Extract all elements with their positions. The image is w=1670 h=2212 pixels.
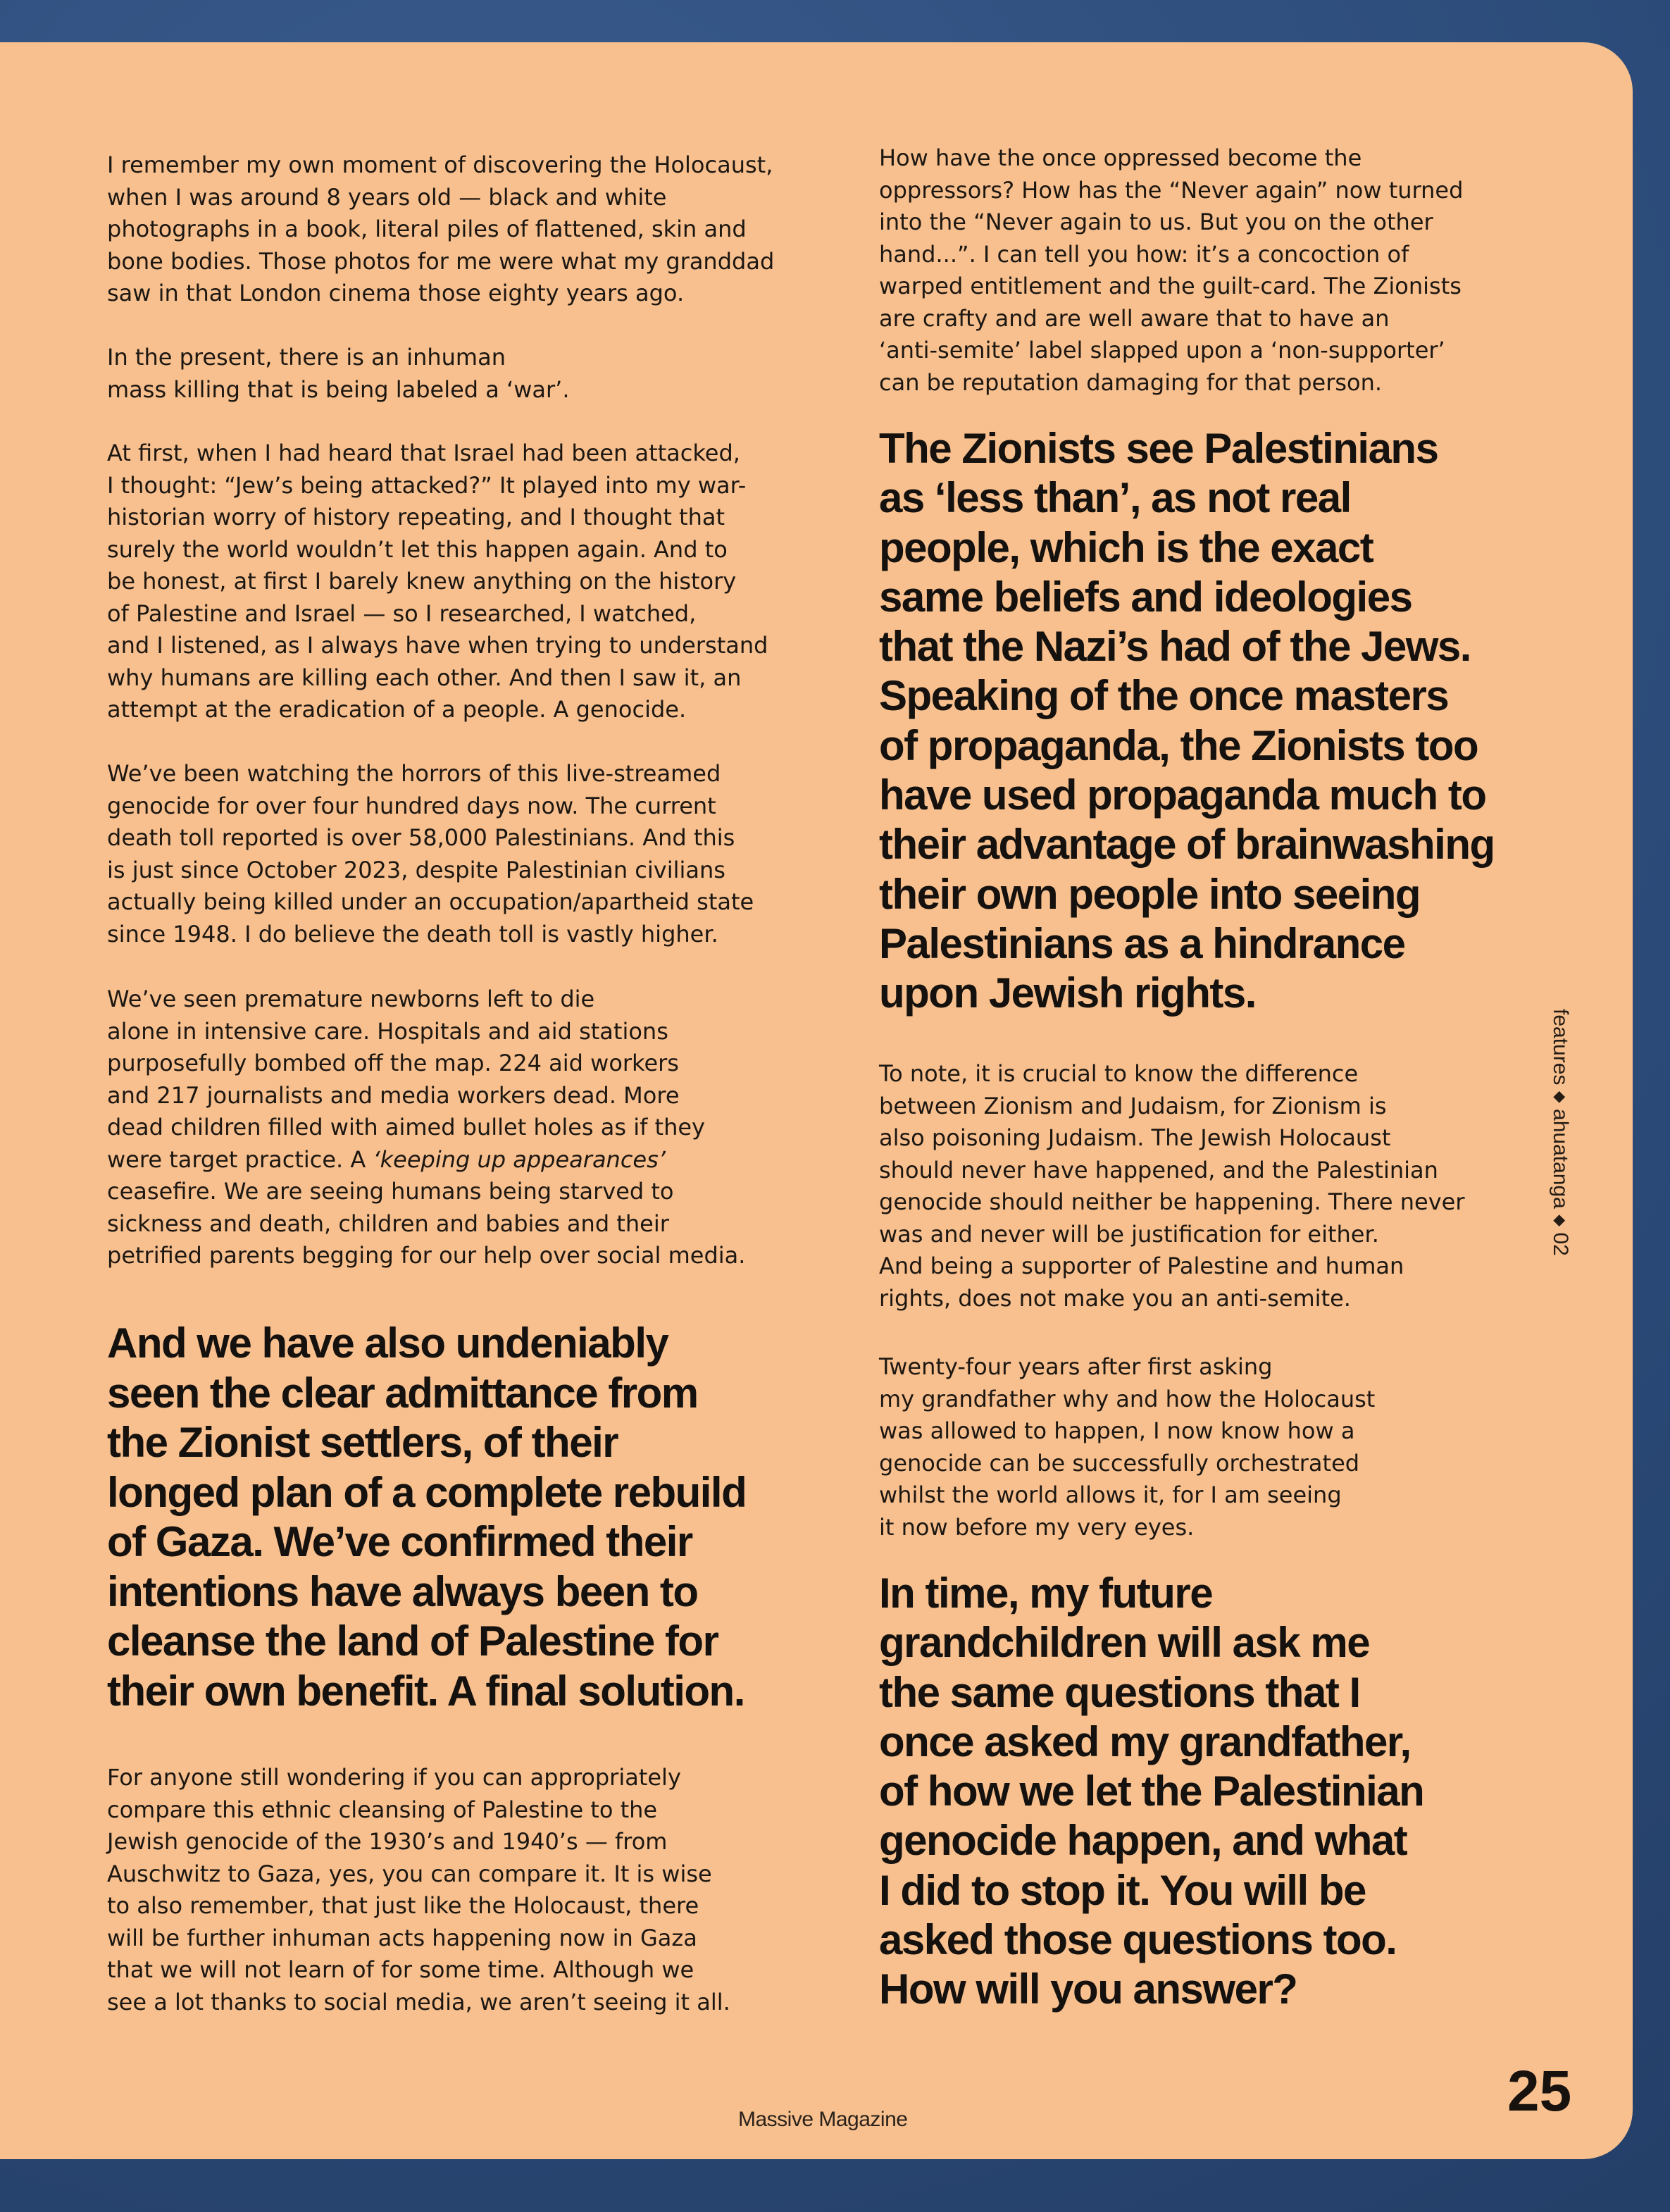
sidebar-name: ahuatanga — [1549, 1109, 1572, 1209]
sidebar-section: features — [1549, 1009, 1572, 1086]
left-pull-quote: And we have also undeniably seen the clear admittance from the Zionist settlers, of their longed plan of a complete rebuild of Gaza. We’ve confirmed their intentions have always been to cleanse the land of Palestine for their own benefit. A final solution. — [107, 1319, 747, 1715]
right-paragraph-1: How have the once oppressed become the oppressors? How has the “Never again” now turned into the “Never again to us. But you on the other hand...”. I can tell you how: it’s a concoction of warped entitlement and the guilt-card. The Zionists are crafty and are well aware that to have an ‘anti-semite’ label slapped upon a ‘non-supporter’ can be reputation damaging for that person. — [879, 144, 1464, 396]
magazine-page — [0, 42, 1633, 2159]
sidebar-issue: 02 — [1549, 1232, 1572, 1256]
left-paragraph-3: At first, when I had heard that Israel had been attacked, I thought: “Jew’s being attacked?” It played into my war- historian worry of history repeating, and I thought that surely the world wouldn’t let this happen again. And to be honest, at first I barely knew anything on the history of Palestine and Israel — so I researched, I watched, and I listened, as I always have when trying to understand why humans are killing each other. And then I saw it, an attempt at the eradication of a people. A genocide. — [107, 440, 768, 723]
left-paragraph-5-italic: ‘keeping up appearances’ — [373, 1145, 666, 1173]
footer-magazine-name: Massive Magazine — [738, 2108, 908, 2131]
left-paragraph-6: For anyone still wondering if you can appropriately compare this ethnic cleansing of Palestine to the Jewish genocide of the 1930’s and 1940’s — from Auschwitz to Gaza, yes, you can compare it. It is wise to also remember, that just like the Holocaust, there will be further inhuman acts happening now in Gaza that we will not learn of for some time. Although we see a lot thanks to social media, we aren’t seeing it all. — [107, 1764, 730, 2015]
right-paragraph-2: To note, it is crucial to know the difference between Zionism and Judaism, for Zionism is also poisoning Judaism. The Jewish Holocaust should never have happened, and the Palestinian genocide should neither be happening. There never was and never will be justification for either. And being a supporter of Palestine and human rights, does not make you an anti-semite. — [879, 1060, 1465, 1312]
left-paragraph-5-end: ceasefire. We are seeing humans being starved to sickness and death, children and babies and their petrified parents begging for our help over social media. — [107, 1178, 746, 1269]
left-paragraph-5-start: We’ve seen premature newborns left to die alone in intensive care. Hospitals and aid stations purposefully bombed off the map. 224 aid workers and 217 journalists and media workers dead. More dead children filled with aimed bullet holes as if they were target practice. A — [107, 986, 705, 1173]
diamond-separator-icon: ◆ — [1552, 1214, 1569, 1227]
left-paragraph-4: We’ve been watching the horrors of this live-streamed genocide for over four hundred days now. The current death toll reported is over 58,000 Palestinians. And this is just since October 2023, despite Palestinian civilians actually being killed under an occupation/apartheid state since 1948. I do believe the death toll is vastly higher. — [107, 760, 754, 947]
right-paragraph-3: Twenty-four years after first asking my grandfather why and how the Holocaust was allowed to happen, I now know how a genocide can be successfully orchestrated whilst the world allows it, for I am seeing it now before my very eyes. — [879, 1353, 1376, 1541]
left-paragraph-1: I remember my own moment of discovering the Holocaust, when I was around 8 years old — black and white photographs in a book, literal piles of flattened, skin and bone bodies. Those photos for me were what my granddad saw in that London cinema those eighty years ago. — [107, 151, 775, 306]
left-paragraph-5 — [107, 983, 745, 1272]
right-pull-quote-1: The Zionists see Palestinians as ‘less than’, as not real people, which is the exact same beliefs and ideologies that the Nazi’s had of the Jews. Speaking of the once masters of propaganda, the Zionists too have used propaganda much to their advantage of brainwashing their own people into seeing Palestinians as a hindrance upon Jewish rights. — [879, 425, 1495, 1017]
page-number: 25 — [1507, 2059, 1572, 2123]
left-paragraph-2: In the present, there is an inhuman mass killing that is being labeled a ‘war’. — [107, 344, 570, 403]
right-pull-quote-2: In time, my future grandchildren will ask me the same questions that I once asked my grandfather, of how we let the Palestinian genocide happen, and what I did to stop it. You will be asked those questions too. How will you answer? — [879, 1570, 1424, 2013]
section-sidebar-label — [1548, 1009, 1572, 1256]
diamond-separator-icon: ◆ — [1552, 1091, 1569, 1103]
